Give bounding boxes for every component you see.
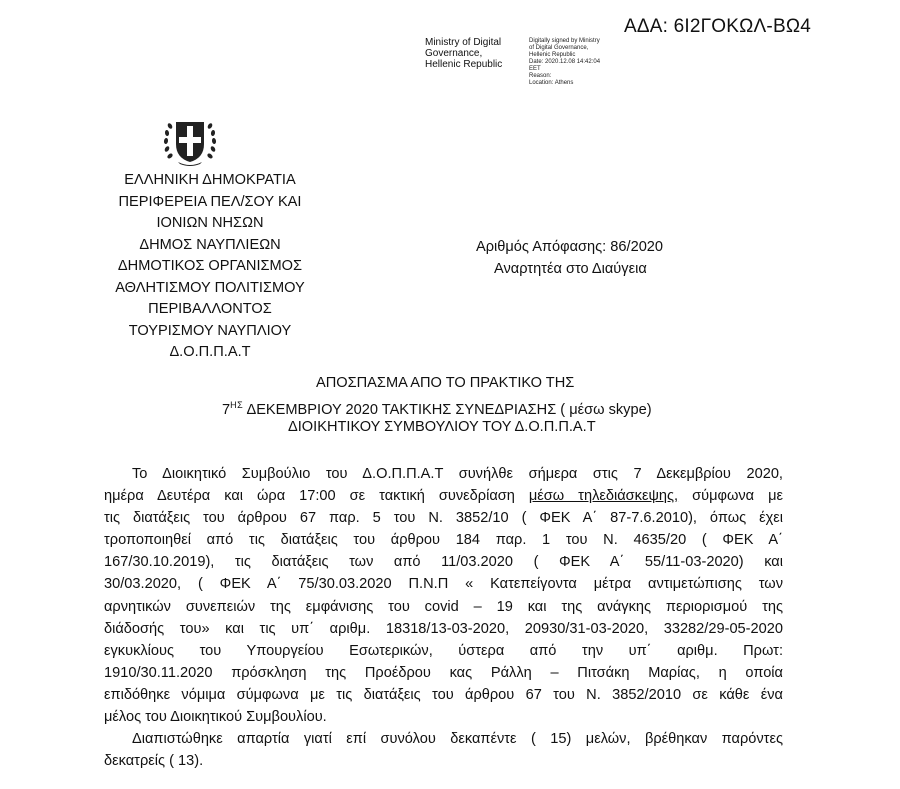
paragraph-line: δεκατρείς ( 13). bbox=[104, 753, 204, 770]
paragraph-line bbox=[104, 485, 783, 507]
signature-detail-line: of Digital Governance, bbox=[529, 45, 589, 51]
signature-detail-line: Date: 2020.12.08 14:42:04 bbox=[529, 59, 601, 65]
paragraph-line: Το Διοικητικό Συμβούλιο του Δ.Ο.Π.Π.Α.Τ συνήλθε σήμερα στις 7 Δεκεμβρίου 2020, bbox=[132, 466, 783, 482]
posting-note: Αναρτητέα στο Διαύγεια bbox=[494, 261, 647, 277]
ada-code: ΑΔΑ: 6Ι2ΓΟΚΩΛ-ΒΩ4 bbox=[624, 16, 811, 37]
paragraph-line: αρνητικών συνεπειών της εμφάνισης του covid – 19 και της ανάγκης περιορισμού της bbox=[104, 598, 783, 615]
signature-detail-line: Hellenic Republic bbox=[529, 52, 576, 58]
minutes-body bbox=[104, 463, 783, 772]
extract-heading-line3: ΔΙΟΙΚΗΤΙΚΟΥ ΣΥΜΒΟΥΛΙΟΥ ΤΟΥ Δ.Ο.Π.Π.Α.Τ bbox=[288, 419, 596, 435]
issuer-line: ΠΕΡΙΦΕΡΕΙΑ ΠΕΛ/ΣΟΥ ΚΑΙ bbox=[118, 193, 302, 210]
paragraph-line: 30/03.2020, ( ΦΕΚ Α΄ 75/30.03.2020 Π.Ν.Π « Κατεπείγοντα μέτρα αντιμετώπισης των bbox=[104, 576, 783, 593]
signature-signer bbox=[425, 37, 502, 70]
paragraph-line: Διαπιστώθηκε απαρτία γιατί επί συνόλου δεκαπέντε ( 15) μελών, βρέθηκαν παρόντες bbox=[132, 731, 783, 748]
signer-line: Hellenic Republic bbox=[425, 59, 503, 70]
paragraph-line: διάδοσής του» και τις υπ΄ αριθμ. 18318/13-03-2020, 20930/31-03-2020, 33282/29-05-2020 bbox=[104, 620, 783, 637]
paragraph-line: 1910/30.11.2020 πρόσκληση της Προέδρου κας Ράλλη – Πιτσάκη Μαρίας, η οποία bbox=[104, 664, 783, 681]
issuer-line: ΕΛΛΗΝΙΚΗ ΔΗΜΟΚΡΑΤΙΑ bbox=[124, 172, 296, 188]
paragraph-line: 167/30.10.2019), τις διατάξεις των από 11/03.2020 ( ΦΕΚ Α΄ 55/11-03-2020) και bbox=[104, 554, 783, 571]
hellenic-republic-emblem-icon bbox=[158, 116, 222, 168]
paragraph-line: επιδόθηκε νόμιμα σύμφωνα με τις διατάξεις του άρθρου 67 του Ν. 3852/2010 σε κάθε ένα bbox=[104, 686, 783, 703]
issuer-line: ΙΟΝΙΩΝ ΝΗΣΩΝ bbox=[156, 215, 264, 231]
signer-line: Governance, bbox=[425, 48, 483, 59]
underlined-text: μέσω τηλεδιάσκεψης, bbox=[528, 488, 679, 505]
signature-detail-line: Digitally signed by Ministry bbox=[529, 38, 600, 44]
paragraph-line: εγκυκλίους του Υπουργείου Εσωτερικών, ύστερα από την υπ΄ αριθμ. Πρωτ: bbox=[104, 642, 783, 659]
issuer-line: ΤΟΥΡΙΣΜΟΥ ΝΑΥΠΛΙΟΥ bbox=[128, 322, 292, 339]
issuer-line: ΔΗΜΟΣ ΝΑΥΠΛΙΕΩΝ bbox=[139, 236, 281, 253]
text-run: σύμφωνα με bbox=[678, 488, 783, 505]
issuer-line: ΔΗΜΟΤΙΚΟΣ ΟΡΓΑΝΙΣΜΟΣ bbox=[117, 258, 303, 274]
signature-details bbox=[529, 38, 600, 87]
paragraph-line: τις διατάξεις του άρθρου 67 παρ. 5 του Ν. 3852/10 ( ΦΕΚ Α΄ 87-7.6.2010), όπως έχει bbox=[104, 510, 783, 527]
meeting-description: ΔΕΚΕΜΒΡΙΟΥ 2020 ΤΑΚΤΙΚΗΣ ΣΥΝΕΔΡΙΑΣΗΣ ( μέσω skype) bbox=[243, 402, 652, 418]
paragraph-line: μέλος του Διοικητικού Συμβουλίου. bbox=[104, 709, 327, 726]
signature-detail-line: Reason: bbox=[529, 73, 552, 79]
signer-line: Ministry of Digital bbox=[425, 37, 502, 48]
signature-detail-line: EET bbox=[529, 66, 541, 72]
issuer-line: ΠΕΡΙΒΑΛΛΟΝΤΟΣ bbox=[148, 301, 272, 317]
issuer-line: Δ.Ο.Π.Π.Α.Τ bbox=[169, 344, 251, 360]
extract-heading-line1: ΑΠΟΣΠΑΣΜΑ ΑΠΟ ΤΟ ΠΡΑΚΤΙΚΟ ΤΗΣ bbox=[316, 375, 575, 391]
paragraph-line: τροποποιηθεί από τις διατάξεις του άρθρου 184 παρ. 1 του Ν. 4635/20 ( ΦΕΚ Α΄ bbox=[104, 532, 783, 549]
text-run: ημέρα Δευτέρα και ώρα 17:00 σε τακτική συνεδρίαση bbox=[104, 488, 529, 505]
ordinal-suffix: ΗΣ bbox=[230, 400, 244, 410]
issuer-block bbox=[80, 170, 340, 364]
decision-number: Αριθμός Απόφασης: 86/2020 bbox=[476, 239, 664, 255]
decision-block bbox=[470, 236, 663, 280]
meeting-day: 7 bbox=[222, 402, 231, 418]
issuer-line: ΑΘΛΗΤΙΣΜΟΥ ΠΟΛΙΤΙΣΜΟΥ bbox=[115, 279, 305, 296]
signature-detail-line: Location: Athens bbox=[529, 80, 574, 86]
